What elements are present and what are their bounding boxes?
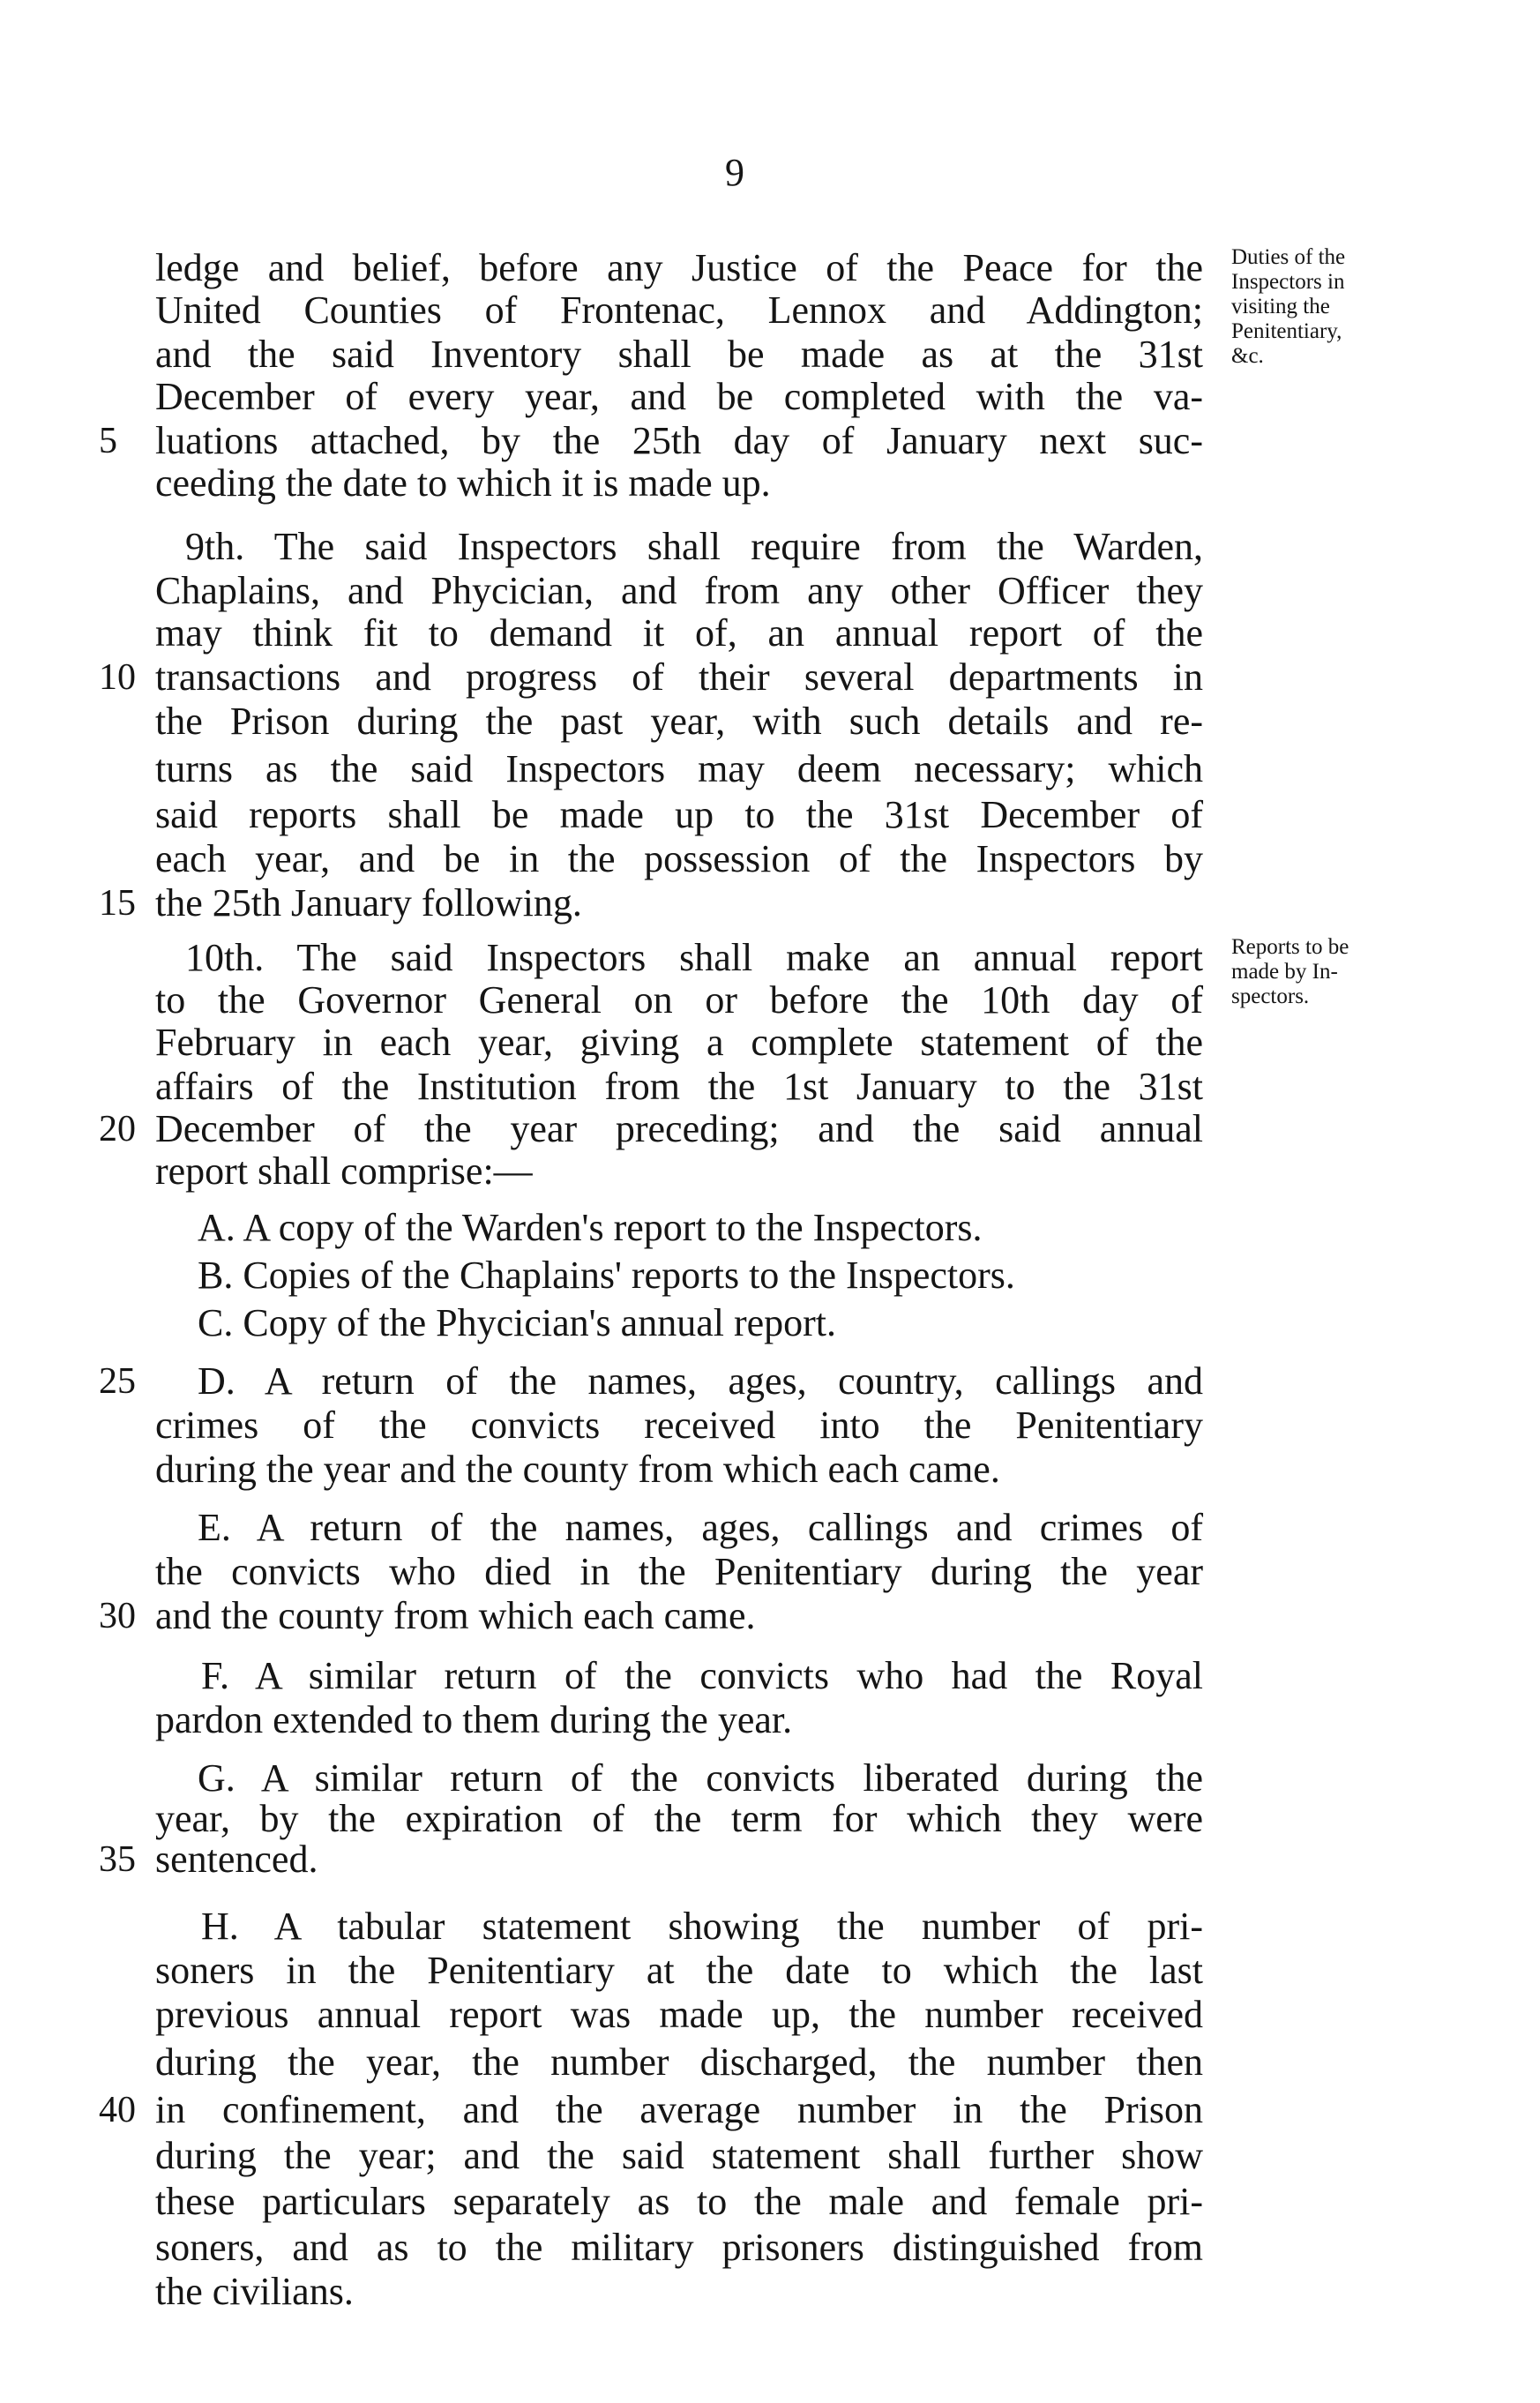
text-line: crimes of the convicts received into the Penitentiary (155, 1404, 1203, 1447)
line-number: 35 (99, 1839, 136, 1880)
text-line: United Counties of Frontenac, Lennox and Addington; (155, 288, 1203, 332)
text-line: report shall comprise:— (155, 1149, 533, 1193)
text-line: each year, and be in the possession of the Inspectors by (155, 837, 1203, 880)
text-line: C. Copy of the Phycician's annual report. (198, 1301, 837, 1344)
text-line: December of every year, and be completed with the va- (155, 375, 1203, 418)
text-line: during the year, the number discharged, the number then (155, 2040, 1203, 2084)
text-line: affairs of the Institution from the 1st January to the 31st (155, 1065, 1203, 1108)
text-line: A. A copy of the Warden's report to the Inspectors. (198, 1206, 983, 1249)
text-line: ledge and belief, before any Justice of the Peace for the (155, 246, 1203, 289)
text-line: and the said Inventory shall be made as at the 31st (155, 333, 1203, 376)
text-line: to the Governor General on or before the 10th day of (155, 978, 1203, 1022)
text-line: Chaplains, and Phycician, and from any other Officer they (155, 569, 1203, 612)
text-line: B. Copies of the Chaplains' reports to the Inspectors. (198, 1254, 1015, 1297)
line-number: 25 (99, 1361, 136, 1402)
text-line: 10th. The said Inspectors shall make an annual report (185, 936, 1203, 979)
text-line: sentenced. (155, 1838, 318, 1881)
line-number: 40 (99, 2090, 136, 2130)
text-line: the Prison during the past year, with such details and re- (155, 700, 1203, 743)
text-line: during the year and the county from which each came. (155, 1448, 1000, 1491)
text-line: luations attached, by the 25th day of January next suc- (155, 419, 1203, 462)
text-line: the 25th January following. (155, 881, 582, 925)
text-line: D. A return of the names, ages, country, callings and (198, 1359, 1203, 1403)
line-number: 30 (99, 1596, 136, 1636)
text-line: E. A return of the names, ages, callings and crimes of (198, 1506, 1203, 1549)
text-line: may think fit to demand it of, an annual report of the (155, 611, 1203, 655)
text-line: February in each year, giving a complete statement of the (155, 1021, 1203, 1064)
text-line: the civilians. (155, 2270, 354, 2313)
text-line: transactions and progress of their several departments in (155, 655, 1203, 699)
text-line: pardon extended to them during the year. (155, 1698, 793, 1741)
text-line: December of the year preceding; and the said annual (155, 1107, 1203, 1150)
text-line: soners in the Penitentiary at the date to which the last (155, 1949, 1203, 1992)
text-line: said reports shall be made up to the 31st December of (155, 793, 1203, 836)
margin-note-reports: Reports to be made by In- spectors. (1231, 935, 1349, 1008)
text-line: previous annual report was made up, the number received (155, 1993, 1203, 2036)
text-line: soners, and as to the military prisoners distinguished from (155, 2226, 1203, 2269)
line-number: 10 (99, 657, 136, 698)
text-line: 9th. The said Inspectors shall require from the Warden, (185, 525, 1203, 568)
page-number: 9 (725, 151, 744, 194)
text-line: turns as the said Inspectors may deem necessary; which (155, 747, 1203, 790)
text-line: G. A similar return of the convicts liberated during the (198, 1756, 1203, 1800)
text-line: the convicts who died in the Penitentiary during the year (155, 1550, 1203, 1593)
text-line: F. A similar return of the convicts who had the Royal (201, 1654, 1203, 1697)
line-number: 20 (99, 1109, 136, 1149)
line-number: 15 (99, 883, 136, 924)
margin-note-duties: Duties of the Inspectors in visiting the Penitentiary, &c. (1231, 245, 1346, 368)
text-line: these particulars separately as to the male and female pri- (155, 2180, 1203, 2223)
text-line: in confinement, and the average number in the Prison (155, 2088, 1203, 2131)
text-line: during the year; and the said statement shall further show (155, 2134, 1203, 2177)
line-number: 5 (99, 421, 117, 461)
text-line: H. A tabular statement showing the number of pri- (201, 1905, 1203, 1948)
text-line: year, by the expiration of the term for which they were (155, 1797, 1203, 1840)
text-line: ceeding the date to which it is made up. (155, 461, 771, 505)
text-line: and the county from which each came. (155, 1594, 756, 1637)
